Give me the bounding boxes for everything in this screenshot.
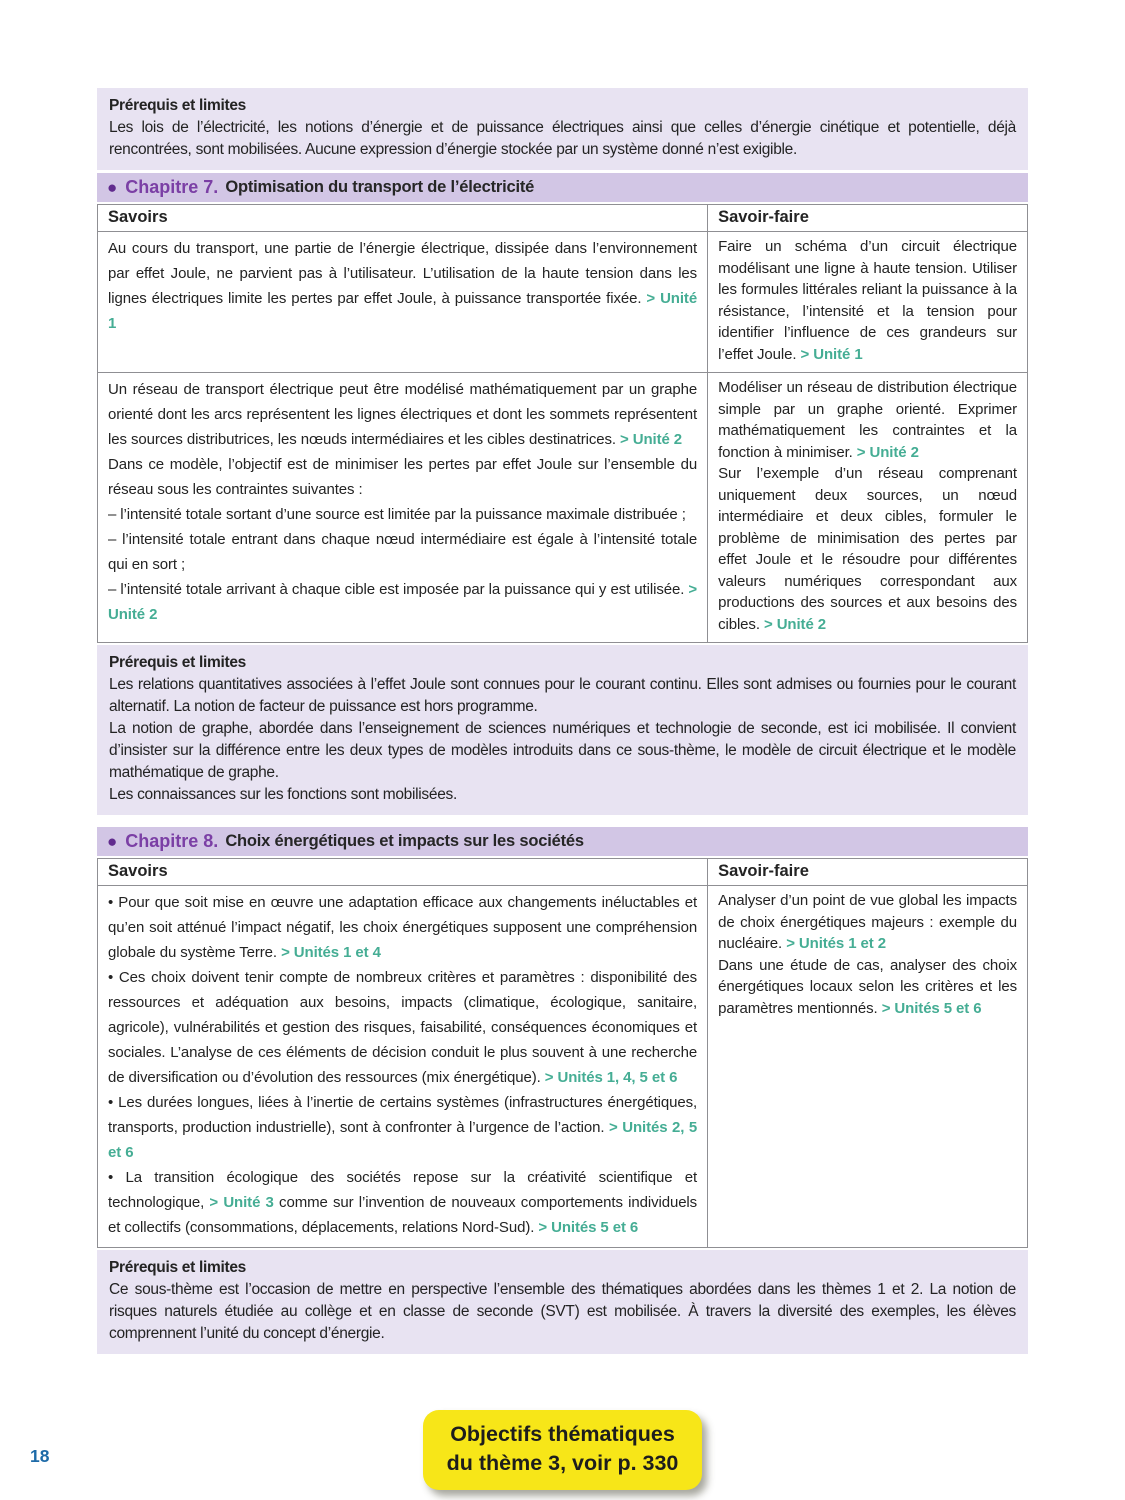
savoirs-header: Savoirs: [98, 205, 708, 232]
text-segment: Sur l’exemple d’un réseau comprenant uniquement deux sources, un nœud intermédiaire et deux cibles, formuler le problème de minimisation des pertes par effet Joule et le résoudre pour différentes valeurs numériques correspondant aux productions des sources et aux besoins des cibles.: [718, 465, 1017, 633]
paragraph: [109, 117, 1016, 161]
text-segment: Un réseau de transport électrique peut être modélisé mathématiquement par un graphe orienté dont les arcs représentent les lignes électriques et dont les sommets représentent les sources distributrices, les nœuds intermédiaires et les cibles destinatrices.: [108, 381, 698, 448]
savoir-faire-cell: [708, 373, 1028, 643]
chapitre8-title: Choix énergétiques et impacts sur les sociétés: [225, 832, 584, 850]
text-segment: Les lois de l’électricité, les notions d’énergie et de puissance électriques ainsi que celles d’énergie cinétique et potentielle, déjà rencontrées, sont mobilisées. Aucune expression d’énergie stockée par un système donné n’est exigible.: [109, 119, 1016, 158]
savoirs-header: Savoirs: [98, 859, 708, 886]
callout-line2: du thème 3, voir p. 330: [446, 1451, 679, 1475]
unit-link: > Unité 2: [620, 431, 683, 448]
paragraph: [108, 377, 697, 452]
text-segment: Modéliser un réseau de distribution électrique simple par un graphe orienté. Exprimer mathématiquement les contraintes et la fonction à minimiser.: [718, 379, 1017, 461]
paragraph: [109, 1279, 1016, 1345]
paragraph: [718, 955, 1017, 1020]
unit-link: > Unité 3: [209, 1194, 274, 1211]
paragraph: [108, 965, 697, 1090]
savoirs-cell: [98, 373, 708, 643]
text-segment: Les connaissances sur les fonctions sont mobilisées.: [109, 786, 457, 803]
table-row: [98, 886, 1028, 1248]
savoir-faire-cell: [708, 232, 1028, 373]
unit-link: > Unité 1: [800, 345, 863, 363]
text-segment: • Pour que soit mise en œuvre une adaptation efficace aux changements inéluctables et qu’en soit atténué l’impact négatif, les choix énergétiques supposent une compréhension globale du système Terre.: [108, 894, 698, 961]
text-segment: Les relations quantitatives associées à l’effet Joule sont connues pour le courant continu. Elles sont admises ou fournies pour le courant alternatif. La notion de facteur de puissance est hors programme.: [109, 676, 1016, 715]
prerequis-body: [109, 1279, 1016, 1345]
text-segment: • Les durées longues, liées à l’inertie de certains systèmes (infrastructures énergétiques, transports, production industrielle), sont à confronter à l’urgence de l’action.: [108, 1094, 698, 1136]
paragraph: [108, 577, 697, 627]
prerequis-title: Prérequis et limites: [109, 1259, 247, 1276]
paragraph: [718, 463, 1017, 635]
unit-link: > Unité 2: [763, 615, 827, 633]
text-segment: • Ces choix doivent tenir compte de nombreux critères et paramètres : disponibilité des ressources et adéquation aux besoins, impacts (climatique, écologique, sanitaire, agricole), vulnérabilités et gestion des risques, faisabilité, conséquences économiques et sociales. L’analyse de ces éléments de décision conduit le plus souvent à une recherche de diversification ou d’évolution des ressources (mix énergétique).: [108, 969, 698, 1086]
paragraph: [109, 718, 1016, 784]
savoir-faire-header: Savoir-faire: [708, 859, 1028, 886]
text-segment: Dans ce modèle, l’objectif est de minimiser les pertes par effet Joule sur l’ensemble du réseau sous les contraintes suivantes :: [108, 456, 698, 498]
paragraph: [108, 1165, 697, 1240]
savoirs-cell: [98, 232, 708, 373]
unit-link: > Unités 2, 5 et 6: [108, 1119, 698, 1161]
objectifs-callout: [423, 1410, 703, 1490]
prerequis-box-top: [97, 88, 1028, 170]
prerequis-body: [109, 674, 1016, 806]
unit-link: > Unité 1: [108, 290, 698, 332]
unit-link: > Unités 1, 4, 5 et 6: [544, 1069, 678, 1086]
chapitre7-label: Chapitre 7.: [125, 177, 219, 197]
page-number: 18: [30, 1446, 50, 1466]
paragraph: [108, 1090, 697, 1165]
table-row: [98, 232, 1028, 373]
savoir-faire-cell: [708, 886, 1028, 1248]
prerequis-title: Prérequis et limites: [109, 654, 247, 671]
prerequis-title: Prérequis et limites: [109, 97, 247, 114]
paragraph: [718, 236, 1017, 365]
text-segment: Analyser d’un point de vue global les impacts de choix énergétiques majeurs : exemple du nucléaire.: [718, 892, 1017, 952]
unit-link: > Unité 2: [856, 443, 919, 461]
text-segment: Dans une étude de cas, analyser des choix énergétiques locaux selon les critères et les paramètres mentionnés.: [718, 956, 1017, 1017]
bullet-icon: ●: [107, 832, 118, 851]
text-segment: comme sur l’invention de nouveaux comportements individuels et collectifs (consommations, déplacements, relations Nord-Sud).: [108, 1194, 698, 1236]
prerequis-box-chapitre8: [97, 1250, 1028, 1354]
paragraph: [108, 890, 697, 965]
paragraph: [718, 377, 1017, 463]
chapitre8-label: Chapitre 8.: [125, 831, 219, 851]
text-segment: Au cours du transport, une partie de l’énergie électrique, dissipée dans l’environnement par effet Joule, ne parvient pas à l’utilisateur. L’utilisation de la haute tension dans les lignes électriques limite les pertes par effet Joule, à puissance transportée fixée.: [108, 240, 698, 307]
savoir-faire-header: Savoir-faire: [708, 205, 1028, 232]
text-segment: – l’intensité totale sortant d’une source est limitée par la puissance maximale distribuée ;: [108, 506, 686, 523]
page-content: [97, 88, 1028, 1490]
unit-link: > Unités 1 et 2: [786, 935, 886, 952]
text-segment: • La transition écologique des sociétés repose sur la créativité scientifique et technologique,: [108, 1169, 698, 1211]
chapitre8-table: [97, 858, 1028, 1248]
text-segment: – l’intensité totale arrivant à chaque cible est imposée par la puissance qui y est utilisée.: [108, 581, 689, 598]
chapitre7-table: [97, 204, 1028, 643]
bullet-icon: ●: [107, 178, 118, 197]
unit-link: > Unités 5 et 6: [881, 999, 982, 1017]
prerequis-box-chapitre7: [97, 645, 1028, 815]
paragraph: [108, 236, 697, 336]
text-segment: Faire un schéma d’un circuit électrique modélisant une ligne à haute tension. Utiliser les formules littérales reliant la puissance à la résistance, l’intensité et la tension pour identifier l’influence de ces grandeurs sur l’effet Joule.: [718, 238, 1017, 363]
table-header-row: [98, 859, 1028, 886]
text-segment: – l’intensité totale entrant dans chaque nœud intermédiaire est égale à l’intensité totale qui en sort ;: [108, 531, 698, 573]
text-segment: La notion de graphe, abordée dans l’enseignement de sciences numériques et technologie de seconde, est ici mobilisée. Il convient d’insister sur la différence entre les deux types de modèles introduits dans ce sous-thème, le modèle de circuit électrique et le modèle mathématique de graphe.: [109, 720, 1016, 781]
table-header-row: [98, 205, 1028, 232]
paragraph: [108, 452, 697, 502]
unit-link: > Unité 2: [108, 581, 698, 623]
callout-line1: Objectifs thématiques: [450, 1422, 675, 1446]
chapitre8-band: [97, 827, 1028, 856]
prerequis-body: [109, 117, 1016, 161]
text-segment: Ce sous-thème est l’occasion de mettre en perspective l’ensemble des thématiques abordées dans les thèmes 1 et 2. La notion de risques naturels étudiée au collège et en classe de seconde (SVT) est mobilisée. À travers la diversité des exemples, les élèves comprennent l’unité du concept d’énergie.: [109, 1281, 1016, 1342]
unit-link: > Unités 5 et 6: [538, 1219, 639, 1236]
table-row: [98, 373, 1028, 643]
unit-link: > Unités 1 et 4: [281, 944, 381, 961]
savoirs-cell: [98, 886, 708, 1248]
paragraph: [109, 674, 1016, 718]
paragraph: [108, 527, 697, 577]
paragraph: [109, 784, 1016, 806]
chapitre7-band: [97, 173, 1028, 202]
chapitre7-title: Optimisation du transport de l’électricité: [225, 178, 535, 196]
paragraph: [108, 502, 697, 527]
paragraph: [718, 890, 1017, 955]
